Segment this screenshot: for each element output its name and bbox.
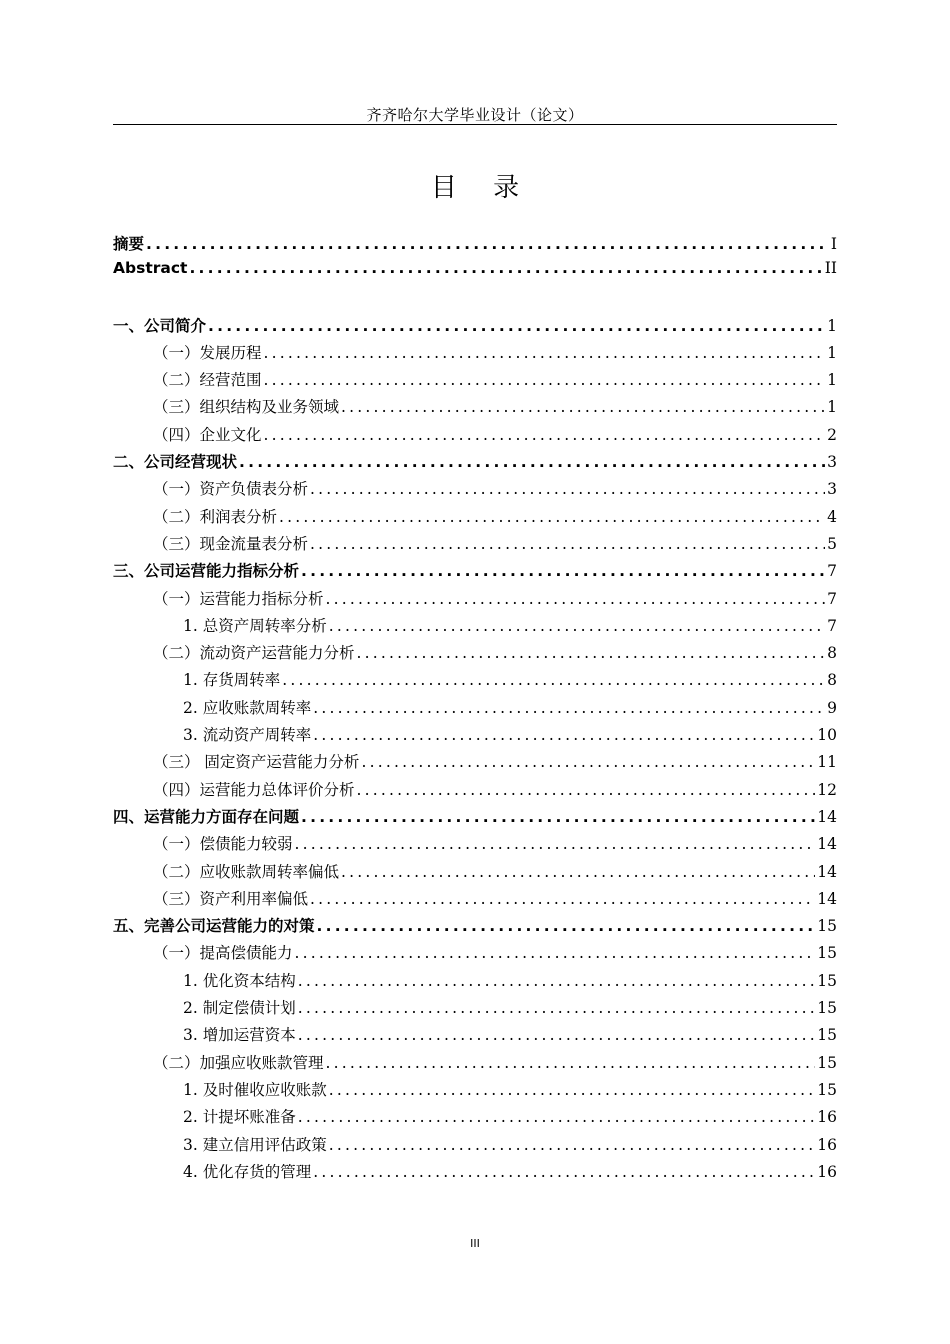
toc-dot-leader — [298, 972, 816, 990]
toc-dot-leader — [329, 617, 825, 635]
table-of-contents — [113, 232, 837, 1187]
toc-entry-page: 15 — [817, 971, 837, 990]
toc-dot-leader — [146, 235, 829, 253]
toc-entry[interactable] — [113, 395, 837, 422]
toc-entry-label: 3. 建立信用评估政策 — [183, 1135, 327, 1154]
toc-entry[interactable] — [113, 614, 837, 641]
toc-dot-leader — [313, 726, 815, 744]
toc-entry-label: 4. 优化存货的管理 — [183, 1162, 312, 1181]
toc-entry-page: 5 — [827, 534, 837, 553]
toc-entry-page: 8 — [827, 644, 837, 663]
toc-entry-page: 1 — [827, 316, 837, 335]
toc-dot-leader — [295, 835, 816, 853]
toc-entry-page: 7 — [827, 589, 837, 608]
toc-entry-label: 3. 增加运营资本 — [183, 1026, 296, 1045]
toc-dot-leader — [301, 562, 825, 580]
toc-entry-label: （二）加强应收账款管理 — [153, 1053, 324, 1072]
toc-dot-leader — [326, 1054, 816, 1072]
toc-entry-page: 4 — [827, 507, 837, 526]
toc-entry-page: 14 — [817, 889, 837, 908]
toc-dot-leader — [298, 1026, 816, 1044]
toc-entry[interactable] — [113, 1160, 837, 1187]
toc-entry-page: 15 — [817, 1053, 837, 1072]
toc-entry-page: 16 — [817, 1135, 837, 1154]
toc-entry[interactable] — [113, 750, 837, 777]
toc-dot-leader — [361, 753, 815, 771]
toc-entry[interactable] — [113, 587, 837, 614]
toc-entry-label: （三）现金流量表分析 — [153, 534, 309, 553]
toc-entry-page: 11 — [817, 753, 837, 772]
toc-entry-page: 9 — [827, 698, 837, 717]
toc-dot-leader — [341, 398, 825, 416]
toc-entry-label: 2. 制定偿债计划 — [183, 999, 296, 1018]
toc-entry[interactable] — [113, 259, 837, 286]
toc-entry[interactable] — [113, 832, 837, 859]
toc-entry-page: 15 — [817, 999, 837, 1018]
toc-entry[interactable] — [113, 860, 837, 887]
toc-dot-leader — [282, 671, 825, 689]
toc-dot-leader — [298, 999, 816, 1017]
toc-entry[interactable] — [113, 532, 837, 559]
toc-entry-label: 一、公司简介 — [113, 316, 207, 335]
toc-dot-leader — [279, 508, 825, 526]
toc-entry-label: 二、公司经营现状 — [113, 453, 238, 472]
toc-entry[interactable] — [113, 559, 837, 586]
toc-entry[interactable] — [113, 887, 837, 914]
document-header-title: 齐齐哈尔大学毕业设计（论文） — [366, 106, 584, 124]
toc-dot-leader — [317, 917, 816, 935]
toc-entry-label: 五、完善公司运营能力的对策 — [113, 917, 315, 936]
toc-entry-page: 3 — [827, 453, 837, 472]
toc-dot-leader — [310, 535, 825, 553]
toc-dot-leader — [298, 1108, 816, 1126]
toc-entry-label: 2. 计提坏账准备 — [183, 1108, 296, 1127]
toc-entry[interactable] — [113, 232, 837, 259]
toc-entry-label: （一）提高偿债能力 — [153, 944, 293, 963]
toc-entry-page: 7 — [827, 616, 837, 635]
toc-dot-leader — [326, 590, 826, 608]
toc-entry[interactable] — [113, 1133, 837, 1160]
toc-entry-page: 16 — [817, 1108, 837, 1127]
toc-entry-label: 三、公司运营能力指标分析 — [113, 562, 300, 581]
toc-entry[interactable] — [113, 314, 837, 341]
toc-entry-label: 3. 流动资产周转率 — [183, 726, 312, 745]
toc-entry[interactable] — [113, 1051, 837, 1078]
toc-entry-page: 1 — [827, 343, 837, 362]
toc-dot-leader — [313, 1163, 815, 1181]
toc-entry[interactable] — [113, 477, 837, 504]
toc-entry-page: 2 — [827, 425, 837, 444]
header-rule — [113, 124, 837, 125]
toc-entry-page: 8 — [827, 671, 837, 690]
toc-entry[interactable] — [113, 778, 837, 805]
toc-dot-leader — [264, 344, 826, 362]
toc-dot-leader — [208, 317, 825, 335]
toc-entry[interactable] — [113, 1023, 837, 1050]
toc-dot-leader — [329, 1081, 816, 1099]
toc-entry[interactable] — [113, 805, 837, 832]
toc-entry-label: 四、运营能力方面存在问题 — [113, 807, 300, 826]
toc-entry-label: （一）运营能力指标分析 — [153, 589, 324, 608]
toc-entry-label: 1. 存货周转率 — [183, 671, 281, 690]
toc-entry-label: （二）流动资产运营能力分析 — [153, 644, 355, 663]
toc-dot-leader — [189, 259, 822, 277]
toc-entry[interactable] — [113, 1078, 837, 1105]
toc-entry-page: 15 — [817, 1080, 837, 1099]
toc-entry-label: （二）经营范围 — [153, 371, 262, 390]
toc-dot-leader — [310, 890, 815, 908]
page-number: III — [470, 1237, 480, 1250]
toc-dot-leader — [313, 699, 825, 717]
toc-entry-page: 12 — [817, 780, 837, 799]
toc-entry-label: （一）偿债能力较弱 — [153, 835, 293, 854]
toc-entry[interactable] — [113, 423, 837, 450]
toc-entry-label: （三） 固定资产运营能力分析 — [153, 753, 360, 772]
toc-entry-label: （四）企业文化 — [153, 425, 262, 444]
toc-entry-label: 1. 总资产周转率分析 — [183, 616, 327, 635]
toc-entry-page: 3 — [827, 480, 837, 499]
toc-entry-label: 1. 及时催收应收账款 — [183, 1080, 327, 1099]
toc-entry-label: 摘要 — [113, 235, 145, 253]
toc-dot-leader — [264, 371, 826, 389]
toc-entry[interactable] — [113, 1105, 837, 1132]
toc-entry[interactable] — [113, 941, 837, 968]
toc-entry-page: 1 — [827, 371, 837, 390]
toc-entry-page: 1 — [827, 398, 837, 417]
toc-entry[interactable] — [113, 996, 837, 1023]
toc-entry-label: （一）发展历程 — [153, 343, 262, 362]
toc-entry-label: （二）利润表分析 — [153, 507, 278, 526]
toc-entry[interactable] — [113, 505, 837, 532]
toc-entry[interactable] — [113, 914, 837, 941]
toc-entry-label: （三）资产利用率偏低 — [153, 889, 309, 908]
toc-entry[interactable] — [113, 368, 837, 395]
toc-entry-page: 14 — [817, 862, 837, 881]
toc-dot-leader — [357, 644, 826, 662]
toc-entry-page: I — [830, 235, 837, 253]
toc-entry-label: 1. 优化资本结构 — [183, 971, 296, 990]
toc-entry-page: 16 — [817, 1162, 837, 1181]
toc-entry[interactable] — [113, 696, 837, 723]
toc-entry-page: 15 — [817, 1026, 837, 1045]
toc-dot-leader — [310, 480, 825, 498]
toc-entry-label: （一）资产负债表分析 — [153, 480, 309, 499]
toc-entry-label: 2. 应收账款周转率 — [183, 698, 312, 717]
toc-entry[interactable] — [113, 723, 837, 750]
toc-dot-leader — [357, 781, 816, 799]
toc-entry-label: Abstract — [113, 259, 188, 278]
toc-entry-page: 15 — [817, 944, 837, 963]
toc-entry-page: 14 — [817, 807, 837, 826]
toc-entry[interactable] — [113, 969, 837, 996]
toc-entry-page: 7 — [827, 562, 837, 581]
toc-entry[interactable] — [113, 668, 837, 695]
toc-entry-page: II — [824, 259, 837, 278]
toc-title: 目 录 — [430, 173, 520, 203]
toc-dot-leader — [239, 453, 825, 471]
toc-dot-leader — [264, 426, 826, 444]
toc-entry[interactable] — [113, 450, 837, 477]
toc-entry-label: （二）应收账款周转率偏低 — [153, 862, 340, 881]
toc-entry-label: （三）组织结构及业务领域 — [153, 398, 340, 417]
toc-entry-label: （四）运营能力总体评价分析 — [153, 780, 355, 799]
toc-entry-page: 15 — [817, 917, 837, 936]
toc-entry-page: 10 — [817, 726, 837, 745]
toc-entry-page: 14 — [817, 835, 837, 854]
toc-dot-leader — [295, 944, 816, 962]
toc-dot-leader — [301, 808, 815, 826]
toc-entry[interactable] — [113, 341, 837, 368]
toc-dot-leader — [329, 1136, 816, 1154]
toc-dot-leader — [341, 863, 815, 881]
toc-entry[interactable] — [113, 641, 837, 668]
